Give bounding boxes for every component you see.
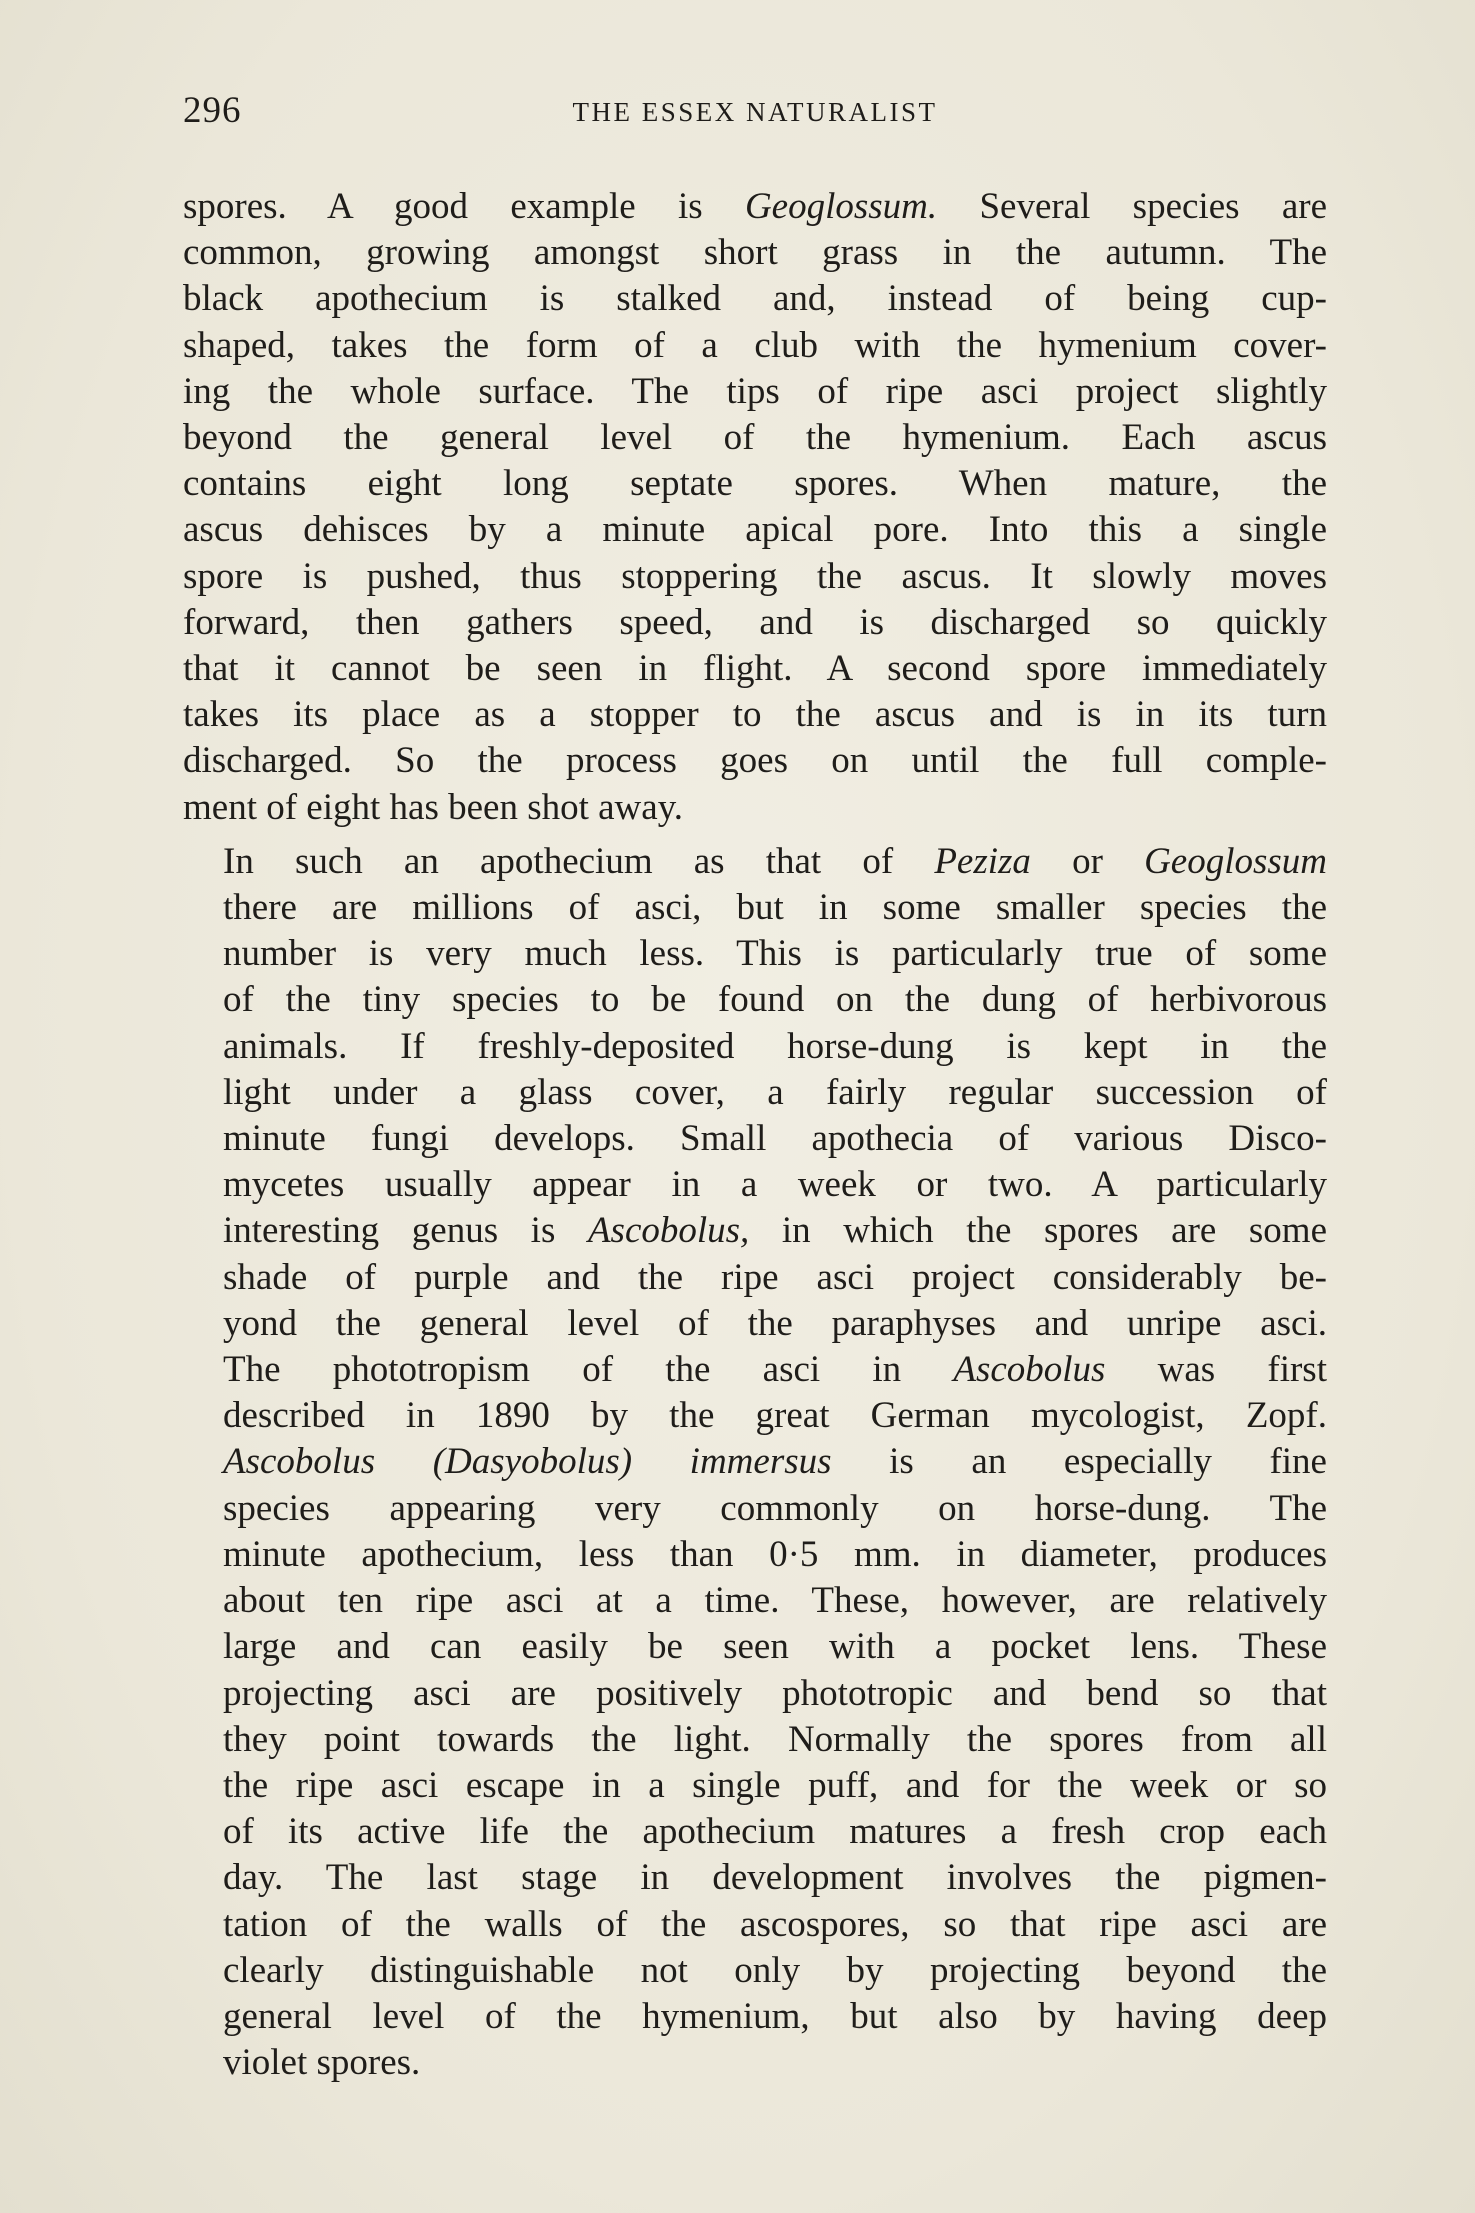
text-line xyxy=(183,1255,1327,1301)
text-run: yond the general level of the paraphyses and unripe asci. xyxy=(223,1302,1327,1344)
text-run: contains eight long septate spores. When mature, the xyxy=(183,463,1327,505)
text-line xyxy=(183,1855,1327,1901)
text-run: ing the whole surface. The tips of ripe asci project slightly xyxy=(183,370,1327,412)
text-run: in which the spores are some xyxy=(749,1210,1327,1252)
text-run: was first xyxy=(1105,1349,1327,1391)
text-line xyxy=(183,1671,1327,1717)
text-run: the ripe asci escape in a single puff, and for the week or so xyxy=(223,1764,1327,1806)
text-run: general level of the hymenium, but also by having deep xyxy=(223,1995,1327,2037)
text-line xyxy=(183,1809,1327,1855)
italic-text: Ascobolus (Dasyobolus) immersus xyxy=(223,1441,832,1483)
text-run: animals. If freshly-deposited horse-dung is kept in the xyxy=(223,1025,1327,1067)
paragraph-2 xyxy=(183,839,1327,2086)
text-run: light under a glass cover, a fairly regular succession of xyxy=(223,1071,1327,1113)
text-line xyxy=(183,931,1327,977)
page-number: 296 xyxy=(183,90,242,131)
text-run: black apothecium is stalked and, instead of being cup- xyxy=(183,278,1327,320)
text-line xyxy=(183,1994,1327,2040)
paragraph-1 xyxy=(183,184,1327,831)
body-text xyxy=(183,184,1327,2086)
text-line xyxy=(183,1024,1327,1070)
italic-text: Geoglossum. xyxy=(744,186,938,227)
text-line xyxy=(183,1347,1327,1393)
text-run: described in 1890 by the great German mycologist, Zopf. xyxy=(223,1395,1327,1437)
text-run: minute fungi develops. Small apothecia of various Disco- xyxy=(223,1118,1327,1160)
text-run: is an especially fine xyxy=(831,1441,1327,1483)
text-run: shaped, takes the form of a club with the hymenium cover- xyxy=(183,324,1327,366)
text-run: beyond the general level of the hymenium. Each ascus xyxy=(183,417,1327,459)
text-line xyxy=(183,1763,1327,1809)
text-line xyxy=(183,1393,1327,1439)
text-run: mycetes usually appear in a week or two. A particularly xyxy=(223,1164,1327,1206)
text-line xyxy=(183,415,1327,461)
running-head xyxy=(183,86,1327,136)
text-line xyxy=(183,1717,1327,1763)
text-line xyxy=(183,692,1327,738)
text-run: In such an apothecium as that of xyxy=(223,840,935,882)
text-line xyxy=(183,507,1327,553)
text-run: Several species are xyxy=(937,186,1327,227)
text-line xyxy=(183,1116,1327,1162)
text-line xyxy=(183,1208,1327,1254)
text-line xyxy=(183,1439,1327,1485)
italic-text: Ascobolus, xyxy=(587,1210,750,1252)
text-run: forward, then gathers speed, and is discharged so quickly xyxy=(183,601,1327,643)
text-line xyxy=(183,2040,1327,2086)
text-line xyxy=(183,230,1327,276)
text-line xyxy=(183,1532,1327,1578)
text-line xyxy=(183,1486,1327,1532)
text-run: spores. A good example is xyxy=(183,186,745,227)
text-run: day. The last stage in development involves the pigmen- xyxy=(223,1857,1327,1899)
text-run: takes its place as a stopper to the ascus and is in its turn xyxy=(183,694,1327,736)
text-line xyxy=(183,1301,1327,1347)
text-line xyxy=(183,839,1327,885)
text-line xyxy=(183,1070,1327,1116)
text-run: spore is pushed, thus stoppering the ascus. It slowly moves xyxy=(183,555,1327,597)
text-run: minute apothecium, less than 0·5 mm. in diameter, produces xyxy=(223,1533,1327,1575)
text-line xyxy=(183,738,1327,784)
text-run: clearly distinguishable not only by projecting beyond the xyxy=(223,1949,1327,1991)
text-line xyxy=(183,323,1327,369)
text-run: or xyxy=(1030,840,1145,882)
text-run: of the tiny species to be found on the dung of herbivorous xyxy=(223,979,1327,1021)
text-line xyxy=(183,1578,1327,1624)
text-run: The phototropism of the asci in xyxy=(223,1349,954,1391)
text-run: that it cannot be seen in flight. A second spore immediately xyxy=(183,648,1327,690)
text-run: large and can easily be seen with a pocket lens. These xyxy=(223,1626,1327,1668)
text-line xyxy=(183,600,1327,646)
text-line xyxy=(183,646,1327,692)
text-run: ment of eight has been shot away. xyxy=(183,786,684,828)
text-run: species appearing very commonly on horse-dung. The xyxy=(223,1487,1327,1529)
text-line xyxy=(183,785,1327,831)
text-run: tation of the walls of the ascospores, so that ripe asci are xyxy=(223,1903,1327,1945)
text-run: discharged. So the process goes on until the full comple- xyxy=(183,740,1327,782)
text-run: interesting genus is xyxy=(223,1210,588,1252)
text-line xyxy=(183,461,1327,507)
text-line xyxy=(183,369,1327,415)
text-line xyxy=(183,1902,1327,1948)
text-line xyxy=(183,276,1327,322)
journal-title: THE ESSEX NATURALIST xyxy=(572,97,938,127)
text-line xyxy=(183,1162,1327,1208)
text-line xyxy=(183,554,1327,600)
text-line xyxy=(183,1948,1327,1994)
text-run: violet spores. xyxy=(223,2042,421,2084)
text-line xyxy=(183,885,1327,931)
text-run: number is very much less. This is particularly true of some xyxy=(223,933,1327,975)
text-run: of its active life the apothecium matures a fresh crop each xyxy=(223,1811,1327,1853)
text-line xyxy=(183,1624,1327,1670)
text-run: they point towards the light. Normally the spores from all xyxy=(223,1718,1327,1760)
text-run: about ten ripe asci at a time. These, however, are relatively xyxy=(223,1580,1327,1622)
text-line xyxy=(183,977,1327,1023)
text-run: projecting asci are positively phototropic and bend so that xyxy=(223,1672,1327,1714)
text-run: ascus dehisces by a minute apical pore. Into this a single xyxy=(183,509,1327,551)
text-run: there are millions of asci, but in some smaller species the xyxy=(223,887,1327,929)
text-line xyxy=(183,184,1327,230)
italic-text: Peziza xyxy=(934,840,1031,882)
italic-text: Geoglossum xyxy=(1144,840,1328,882)
italic-text: Ascobolus xyxy=(953,1349,1106,1391)
text-run: shade of purple and the ripe asci project considerably be- xyxy=(223,1256,1327,1298)
text-run: common, growing amongst short grass in the autumn. The xyxy=(183,232,1327,274)
